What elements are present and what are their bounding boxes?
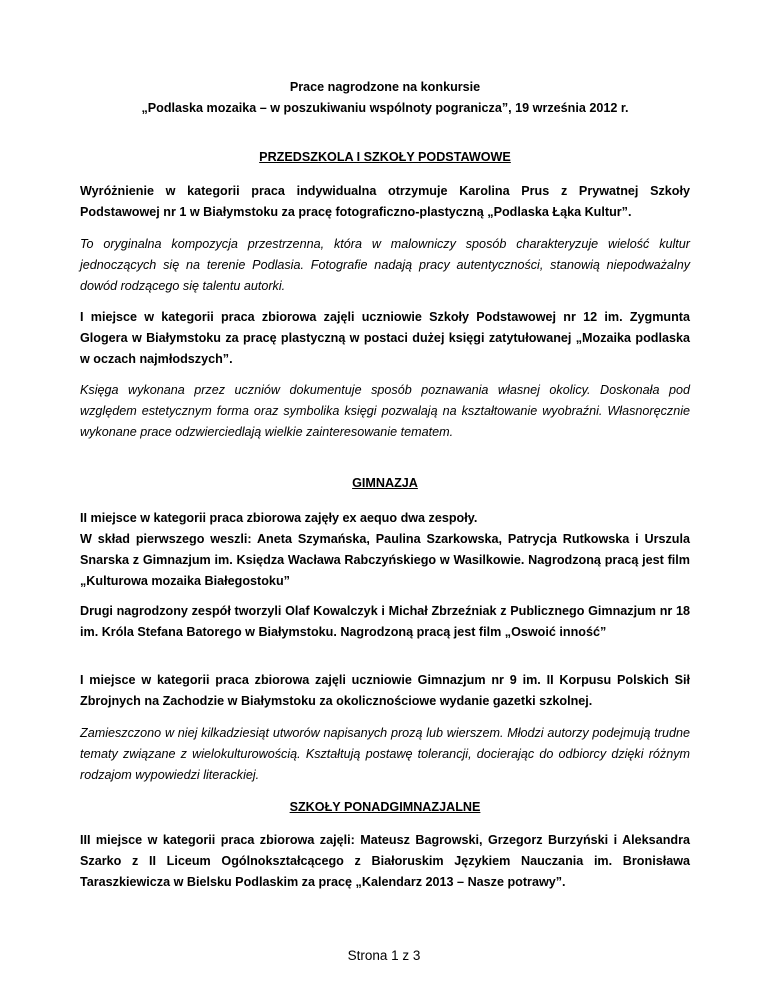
gimnazja-comment-3: Zamieszczono w niej kilkadziesiąt utworów napisanych prozą lub wierszem. Młodzi autorzy podejmują trudne tematy związane z wielokulturowością. Kształtują postawę tolerancji, docierając do odbiorcy dzięki różnym rodzajom wypowiedzi literackiej. <box>80 726 690 782</box>
section-heading-preschool: PRZEDSZKOLA I SZKOŁY PODSTAWOWE <box>259 150 511 164</box>
gimnazja-award-1-detail: W skład pierwszego weszli: Aneta Szymańska, Paulina Szarkowska, Patrycja Rutkowska i Urszula Snarska z Gimnazjum im. Księdza Wacława Rabczyńskiego w Wasilkowie. Nagrodzoną pracą jest film „Kulturowa mozaika Białegostoku” <box>80 532 690 588</box>
section-heading-gimnazja: GIMNAZJA <box>352 476 418 490</box>
gimnazja-award-2: Drugi nagrodzony zespół tworzyli Olaf Kowalczyk i Michał Zbrzeźniak z Publicznego Gimnazjum nr 18 im. Króla Stefana Batorego w Białymstoku. Nagrodzoną pracą jest film „Oswoić inność” <box>80 604 690 639</box>
preschool-comment-2: Księga wykonana przez uczniów dokumentuje sposób poznawania własnej okolicy. Doskonała pod względem estetycznym forma oraz symbolika księgi pozwalają na kształtowanie wyobraźni. Własnoręcznie wykonane prace odzwierciedlają wielkie zainteresowanie tematem. <box>80 383 690 439</box>
page-number: Strona 1 z 3 <box>347 948 421 963</box>
title-line-2: „Podlaska mozaika – w poszukiwaniu wspólnoty pogranicza”, 19 września 2012 r. <box>141 101 629 115</box>
preschool-award-2: I miejsce w kategorii praca zbiorowa zajęli uczniowie Szkoły Podstawowej nr 12 im. Zygmunta Glogera w Białymstoku za pracę plastyczną w postaci dużej księgi zatytułowanej „Mozaika podlaska w oczach najmłodszych”. <box>80 310 690 366</box>
section-heading-ponadgimnazjalne: SZKOŁY PONADGIMNAZJALNE <box>289 800 481 814</box>
preschool-award-1: Wyróżnienie w kategorii praca indywidualna otrzymuje Karolina Prus z Prywatnej Szkoły Podstawowej nr 1 w Białymstoku za pracę fotograficzno-plastyczną „Podlaska Łąka Kultur”. <box>80 184 690 219</box>
gimnazja-award-1: II miejsce w kategorii praca zbiorowa zajęły ex aequo dwa zespoły. <box>80 511 478 525</box>
preschool-comment-1: To oryginalna kompozycja przestrzenna, która w malowniczy sposób charakteryzuje wielość kultur jednoczących się na terenie Podlasia. Fotografie nadają pracy autentyczności, stanowią niepodważalny dowód rodzącego się talentu autorki. <box>80 237 690 293</box>
title-line-1: Prace nagrodzone na konkursie <box>289 80 481 94</box>
gimnazja-award-3: I miejsce w kategorii praca zbiorowa zajęli uczniowie Gimnazjum nr 9 im. II Korpusu Polskich Sił Zbrojnych na Zachodzie w Białymstoku za okolicznościowe wydanie gazetki szkolnej. <box>80 673 690 708</box>
ponadgimnazjalne-award-1: III miejsce w kategorii praca zbiorowa zajęli: Mateusz Bagrowski, Grzegorz Burzyński i Aleksandra Szarko z II Liceum Ogólnokształcącego z Białoruskim Językiem Nauczania im. Bronisława Taraszkiewicza w Bielsku Podlaskim za pracę „Kalendarz 2013 – Nasze potrawy”. <box>80 833 690 889</box>
